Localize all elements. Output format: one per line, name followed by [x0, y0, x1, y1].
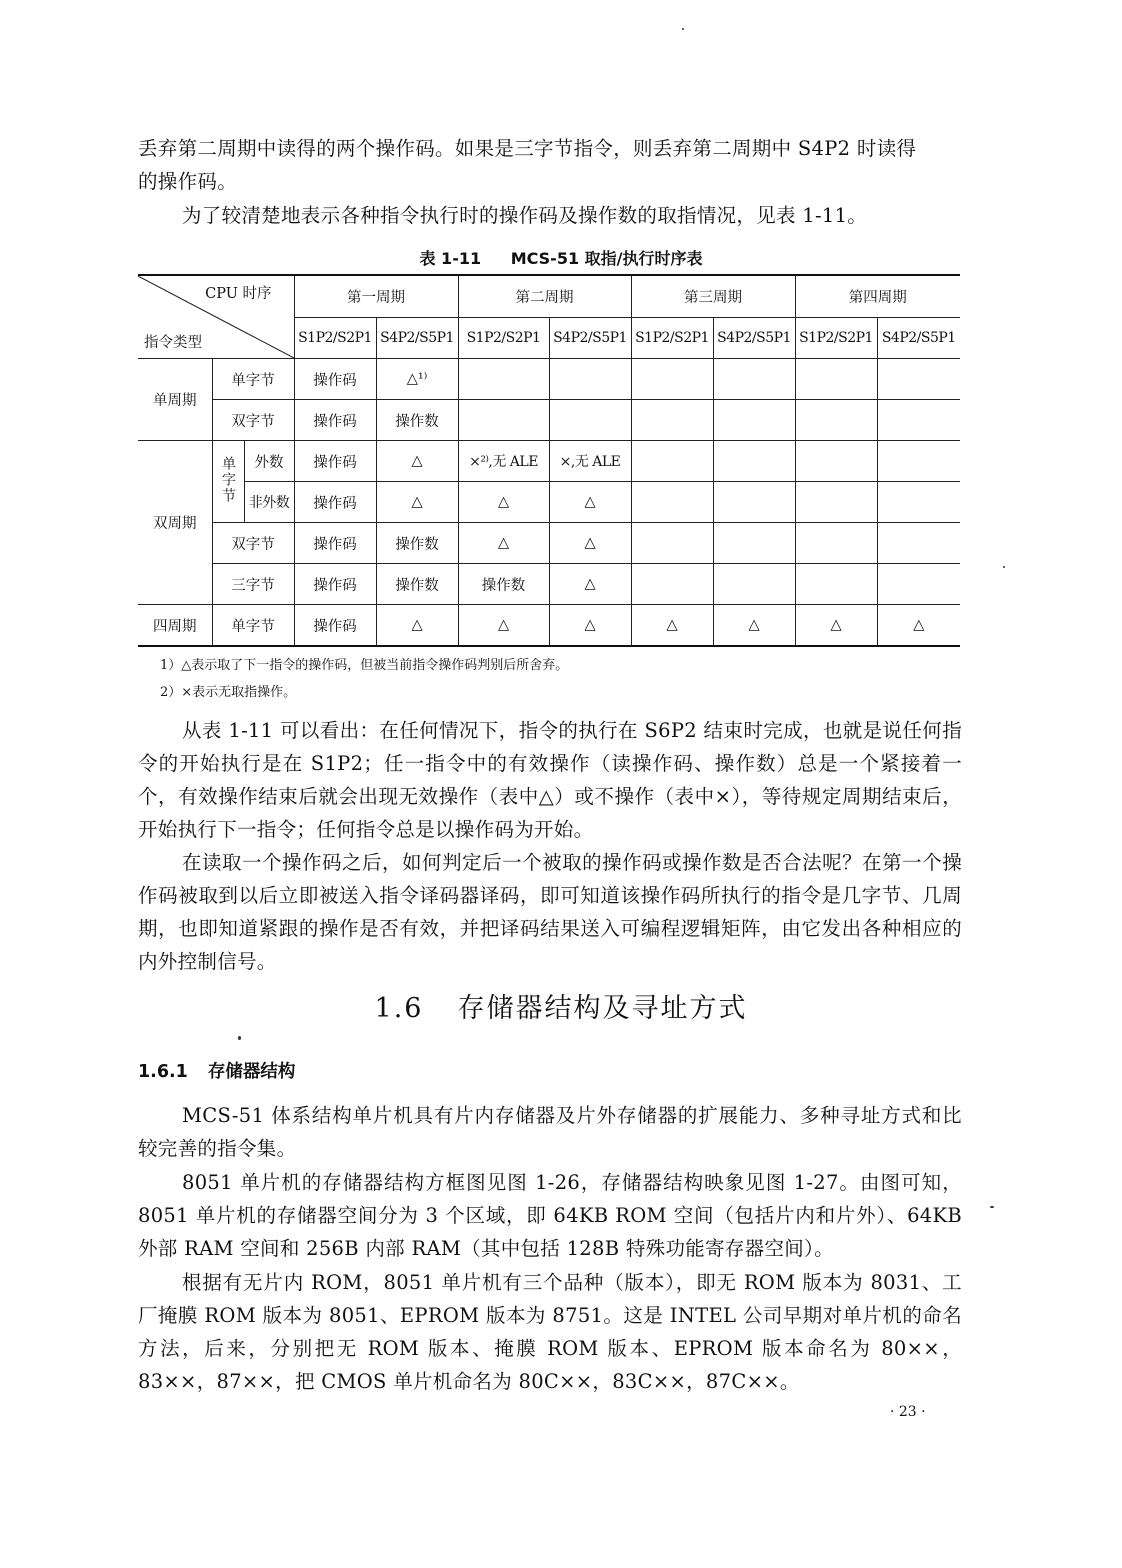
- subsection-heading: [138, 1058, 295, 1083]
- table-caption-title: MCS-51 取指/执行时序表: [510, 249, 703, 268]
- table-caption-number: 表 1-11: [419, 249, 482, 268]
- table-cell: △: [795, 605, 877, 647]
- table-cell: [795, 441, 877, 482]
- corner-top-label: CPU 时序: [205, 286, 272, 302]
- table-cell: [795, 564, 877, 605]
- group-single-cycle: 单周期: [138, 359, 212, 441]
- table-cell: [877, 564, 960, 605]
- table-cell: [713, 441, 795, 482]
- paragraph-versions: 根据有无片内 ROM，8051 单片机有三个品种（版本），即无 ROM 版本为 8031、工厂掩膜 ROM 版本为 8051、EPROM 版本为 8751。这是 INTEL 公司早期对单片机的命名方法，后来，分别把无 ROM 版本、掩膜 ROM 版本、EPROM 版本命名为 80××，83××，87××，把 CMOS 单片机命名为 80C××，83C××，87C××。: [138, 1271, 962, 1393]
- scan-speck: [238, 1036, 241, 1040]
- row-label: 外数: [244, 441, 294, 482]
- section-title: 存储器结构及寻址方式: [457, 993, 748, 1024]
- table-cell: △¹⁾: [376, 359, 458, 400]
- table-cell: △: [376, 441, 458, 482]
- table-cell: [631, 564, 713, 605]
- table-cell: [631, 482, 713, 523]
- row-label: 单字节: [212, 605, 294, 647]
- row-label: 三字节: [212, 564, 294, 605]
- table-cell: △: [549, 564, 631, 605]
- table-cell: [795, 482, 877, 523]
- table-cell: [713, 359, 795, 400]
- cycle-header: 第一周期: [294, 275, 458, 318]
- table-cell: ×,无 ALE: [549, 441, 631, 482]
- table-cell: 操作码: [294, 359, 376, 400]
- table-cell: [631, 523, 713, 564]
- group-double-cycle: 双周期: [138, 441, 212, 605]
- table-cell: 操作数: [458, 564, 549, 605]
- row-label: 单字节: [212, 359, 294, 400]
- table-cell: [877, 523, 960, 564]
- table-cell: ×²⁾,无 ALE: [458, 441, 549, 482]
- table-cell: [713, 564, 795, 605]
- table-cell: [713, 523, 795, 564]
- intro-line-1: 丢弃第二周期中读得的两个操作码。如果是三字节指令，则丢弃第二周期中 S4P2 时读得: [138, 137, 917, 160]
- phase-header: S4P2/S5P1: [877, 318, 960, 359]
- section-number: 1.6: [374, 993, 424, 1024]
- phase-header: S4P2/S5P1: [713, 318, 795, 359]
- table-cell: [713, 400, 795, 441]
- scan-speck: [990, 1206, 994, 1208]
- table-cell: 操作码: [294, 400, 376, 441]
- table-cell: 操作码: [294, 605, 376, 647]
- table-cell: [458, 359, 549, 400]
- paragraph-8051: 8051 单片机的存储器结构方框图见图 1-26，存储器结构映象见图 1-27。由图可知，8051 单片机的存储器空间分为 3 个区域，即 64KB ROM 空间（包括片内和片外）、64KB 外部 RAM 空间和 256B 内部 RAM（其中包括 128B 特殊功能寄存器空间）。: [138, 1171, 962, 1260]
- table-cell: △: [376, 482, 458, 523]
- phase-header: S4P2/S5P1: [549, 318, 631, 359]
- table-cell: [877, 441, 960, 482]
- table-cell: [877, 359, 960, 400]
- phase-header: S1P2/S2P1: [631, 318, 713, 359]
- table-cell: [549, 400, 631, 441]
- paragraph-decode: 在读取一个操作码之后，如何判定后一个被取的操作码或操作数是否合法呢？在第一个操作码被取到以后立即被送入指令译码器译码，即可知道该操作码所执行的指令是几字节、几周期，也即知道紧跟的操作是否有效，并把译码结果送入可编程逻辑矩阵，由它发出各种相应的内外控制信号。: [138, 851, 962, 973]
- single-byte-vertical-text: 单字节: [220, 455, 236, 504]
- page-number: · 23 ·: [890, 1404, 926, 1420]
- timing-table: [138, 274, 960, 647]
- intro-paragraph: 为了较清楚地表示各种指令执行时的操作码及操作数的取指情况，见表 1-11。: [182, 204, 868, 227]
- row-label: 双字节: [212, 400, 294, 441]
- phase-header: S1P2/S2P1: [294, 318, 376, 359]
- table-cell: △: [631, 605, 713, 647]
- table-cell: △: [549, 482, 631, 523]
- table-cell: △: [458, 523, 549, 564]
- table-cell: △: [376, 605, 458, 647]
- scan-speck: [1003, 566, 1005, 568]
- table-cell: 操作数: [376, 523, 458, 564]
- table-cell: [458, 400, 549, 441]
- group-quad-cycle: 四周期: [138, 605, 212, 647]
- table-cell: 操作数: [376, 400, 458, 441]
- table-note-2: 2）×表示无取指操作。: [160, 685, 297, 700]
- table-cell: △: [458, 605, 549, 647]
- table-cell: [795, 400, 877, 441]
- table-cell: △: [549, 523, 631, 564]
- table-cell: [877, 482, 960, 523]
- corner-header: [138, 275, 294, 359]
- phase-header: S4P2/S5P1: [376, 318, 458, 359]
- table-cell: [877, 400, 960, 441]
- subsection-title: 存储器结构: [207, 1062, 296, 1082]
- row-label: 非外数: [244, 482, 294, 523]
- intro-line-2: 的操作码。: [138, 170, 238, 193]
- row-label: 双字节: [212, 523, 294, 564]
- scan-speck: [682, 28, 684, 30]
- table-cell: 操作码: [294, 523, 376, 564]
- table-cell: 操作码: [294, 564, 376, 605]
- paragraph-after-table: 从表 1-11 可以看出：在任何情况下，指令的执行在 S6P2 结束时完成，也就是说任何指令的开始执行是在 S1P2；任一指令中的有效操作（读操作码、操作数）总是一个紧接着一个，有效操作结束后就会出现无效操作（表中△）或不操作（表中×），等待规定周期结束后，开始执行下一指令；任何指令总是以操作码为开始。: [138, 719, 962, 841]
- cycle-header: 第三周期: [631, 275, 795, 318]
- table-cell: △: [877, 605, 960, 647]
- table-cell: [631, 441, 713, 482]
- cycle-header: 第四周期: [795, 275, 960, 318]
- subsection-number: 1.6.1: [138, 1062, 188, 1082]
- table-cell: [631, 400, 713, 441]
- section-heading: [0, 986, 1122, 1025]
- table-cell: [549, 359, 631, 400]
- table-cell: [713, 482, 795, 523]
- table-cell: △: [458, 482, 549, 523]
- table-cell: 操作码: [294, 441, 376, 482]
- table-cell: [631, 359, 713, 400]
- table-caption: [0, 246, 1122, 269]
- table-cell: △: [713, 605, 795, 647]
- table-note-1: 1）△表示取了下一指令的操作码，但被当前指令操作码判别后所舍弃。: [160, 658, 569, 673]
- corner-bottom-label: 指令类型: [144, 335, 202, 351]
- cycle-header: 第二周期: [458, 275, 631, 318]
- table-cell: 操作数: [376, 564, 458, 605]
- table-cell: △: [549, 605, 631, 647]
- table-cell: [795, 523, 877, 564]
- phase-header: S1P2/S2P1: [458, 318, 549, 359]
- table-cell: [795, 359, 877, 400]
- table-cell: 操作码: [294, 482, 376, 523]
- paragraph-mcs51: MCS-51 体系结构单片机具有片内存储器及片外存储器的扩展能力、多种寻址方式和比较完善的指令集。: [138, 1104, 962, 1160]
- single-byte-vertical-label: [212, 441, 244, 523]
- phase-header: S1P2/S2P1: [795, 318, 877, 359]
